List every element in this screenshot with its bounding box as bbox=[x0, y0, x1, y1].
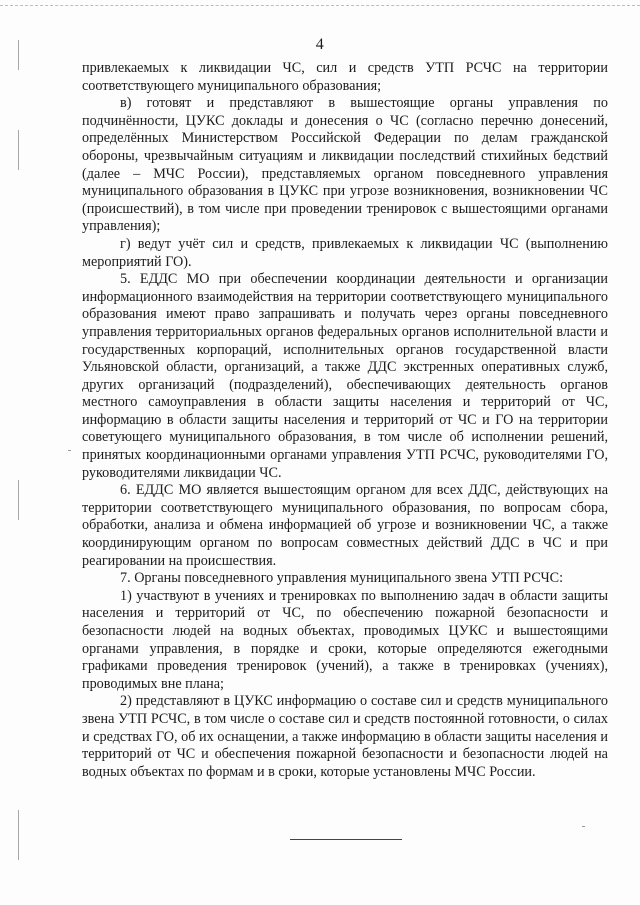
scan-speck bbox=[582, 826, 585, 827]
paragraph: в) готовят и представляют в вышестоящие органы управления по подчинённости, ЦУКС доклады и донесения о ЧС (согласно перечню донесений, определённых Министерством Российской Федерации по делам гражданской обороны, чрезвычайным ситуациям и ликвидации последствий стихийных бедствий (далее – МЧС России), представляемых органом повседневного управления муниципального образования в ЦУКС при угрозе возникновения, возникновении ЧС (происшествий), в том числе при проведении тренировок с вышестоящими органами управления); bbox=[82, 95, 608, 235]
paragraph: привлекаемых к ликвидации ЧС, сил и средств УТП РСЧС на территории соответствующего муниципального образования; bbox=[82, 60, 608, 94]
document-body bbox=[82, 60, 608, 781]
page-number: 4 bbox=[315, 36, 325, 53]
paragraph: 7. Органы повседневного управления муниципального звена УТП РСЧС: bbox=[120, 570, 564, 587]
paragraph: 1) участвуют в учениях и тренировках по выполнению задач в области защиты населения и территорий от ЧС, по обеспечению пожарной безопасности и безопасности людей на водных объектах, проводимых ЦУКС и вышестоящими органами управления, в порядке и сроки, которые определяются ежегодными графиками проведения тренировок (учений), а также в тренировках (учениях), проводимых вне плана; bbox=[82, 587, 608, 692]
end-divider bbox=[290, 839, 402, 840]
paragraph: 6. ЕДДС МО является вышестоящим органом для всех ДДС, действующих на территории соответствующего муниципального образования, по вопросам сбора, обработки, анализа и обмена информацией об угрозе и возникновении ЧС, а также координирующим органом по вопросам совместных действий ДДС в ЧС и при реагировании на происшествия. bbox=[82, 482, 608, 569]
scan-edge-left bbox=[18, 810, 19, 860]
scan-edge-left bbox=[18, 480, 19, 520]
scan-edge-top bbox=[0, 5, 640, 6]
scan-speck bbox=[68, 450, 71, 451]
paragraph: 2) представляют в ЦУКС информацию о составе сил и средств муниципального звена УТП РСЧС, в том числе о составе сил и средств постоянной готовности, о силах и средствах ГО, об их оснащении, а также информацию в области защиты населения и территорий от ЧС и обеспечения пожарной безопасности и безопасности людей на водных объектах по формам и в сроки, которые установлены МЧС России. bbox=[82, 693, 608, 780]
scan-edge-left bbox=[18, 130, 19, 170]
paragraph: г) ведут учёт сил и средств, привлекаемых к ликвидации ЧС (выполнению мероприятий ГО). bbox=[82, 235, 608, 270]
paragraph: 5. ЕДДС МО при обеспечении координации деятельности и организации информационного взаимодействия на территории соответствующего муниципального образования имеют право запрашивать и получать через органы повседневного управления территориальных органов федеральных органов исполнительной власти и государственных корпораций, исполнительных органов государственной власти Ульяновской области, организаций, а также ДДС экстренных оперативных служб, других организаций (подразделений), обеспечивающих деятельность органов местного самоуправления в области защиты населения и территорий от ЧС, информацию в области защиты населения и территорий от ЧС и ГО на территории советующего муниципального образования, в том числе об исполнении решений, принятых координационными органами управления УТП РСЧС, руководителями ГО, руководителями ликвидации ЧС. bbox=[82, 271, 608, 481]
